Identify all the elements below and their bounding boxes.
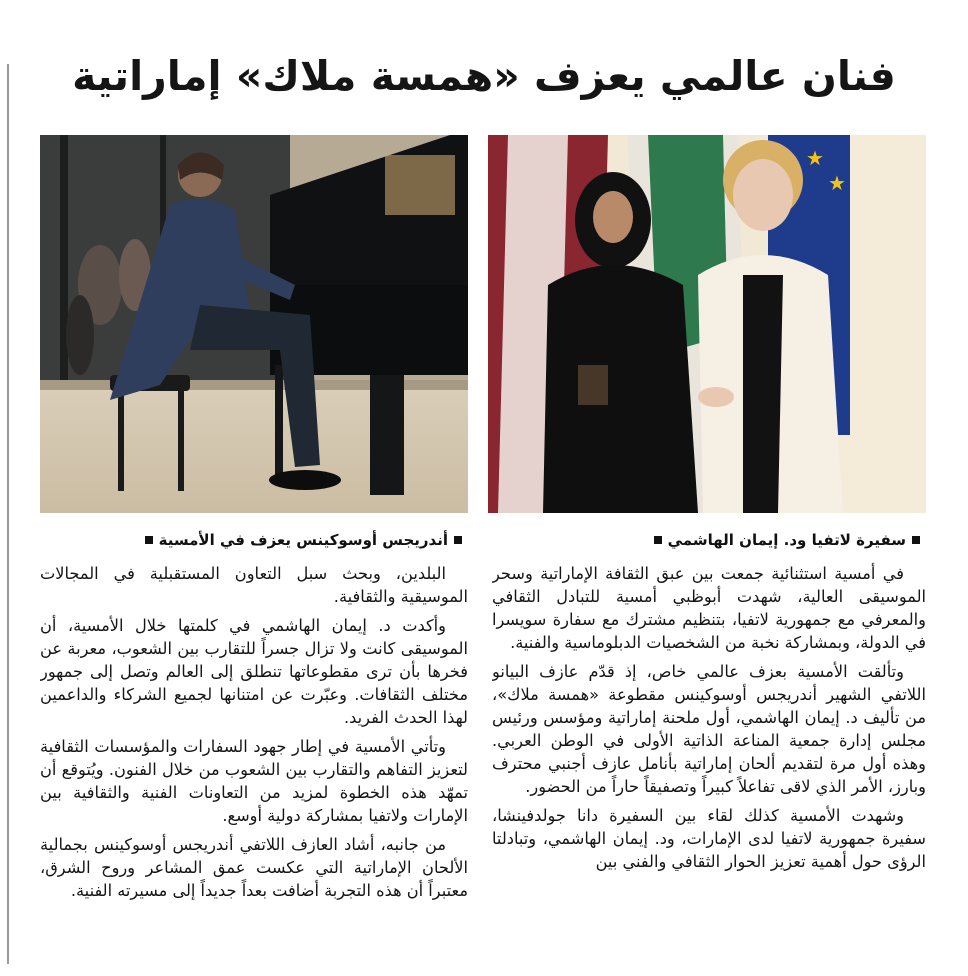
article-column-right (492, 562, 926, 972)
article-paragraph: من جانبه، أشاد العازف اللاتفي أندريجس أوسوكينس بجمالية الألحان الإماراتية التي عكست عمق المشاعر وروح الشرق، معتبراً أن هذه التجربة أضافت بعداً جديداً إلى مسيرته الفنية. (40, 835, 468, 900)
pianist-photo (40, 135, 468, 513)
article-paragraph: وشهدت الأمسية كذلك لقاء بين السفيرة دانا جولدفينشا، سفيرة جمهورية لاتفيا لدى الإمارات، ود. إيمان الهاشمي، وتبادلتا الرؤى حول أهمية تعزيز الحوار الثقافي والفني بين (492, 806, 926, 871)
caption-bullet-icon (912, 536, 920, 544)
caption-right-text: سفيرة لاتفيا ود. إيمان الهاشمي (667, 531, 906, 549)
article-paragraph: وتألقت الأمسية بعزف عالمي خاص، إذ قدّم عازف البيانو اللاتفي الشهير أندريجس أوسوكينس مقطوعة «همسة ملاك»، من تأليف د. إيمان الهاشمي، أول ملحنة إماراتية ومؤسس ورئيس مجلس إدارة جمعية المناعة الذاتية الأولى في الوطن العربي. وهذه أول مرة لتقديم ألحان إماراتية بأنامل عازف أجنبي محترف وبارز، الأمر الذي لاقى تفاعلاً كبيراً وتصفيقاً حاراً من الحضور. (492, 662, 926, 796)
caption-bullet-icon (654, 536, 662, 544)
svg-text:★: ★ (806, 146, 824, 170)
article-column-left (40, 562, 468, 972)
caption-bullet-icon (454, 536, 462, 544)
photo-caption-right (488, 527, 926, 553)
article-paragraph: وأكدت د. إيمان الهاشمي في كلمتها خلال الأمسية، أن الموسيقى كانت ولا تزال جسراً للتقارب بين الشعوب، معربة عن فخرها بأن ترى مقطوعاتها تنطلق إلى العالم وتصل إلى جمهور مختلف الثقافات. وعبّرت عن امتنانها لجميع الشركاء والداعمين لهذا الحدث الفريد. (40, 616, 468, 727)
svg-text:★: ★ (828, 171, 846, 195)
article-paragraph: البلدين، وبحث سبل التعاون المستقبلية في المجالات الموسيقية والثقافية. (40, 564, 468, 606)
page-margin-rule (7, 64, 9, 964)
article-headline: فنان عالمي يعزف «همسة ملاك» إماراتية (72, 52, 896, 100)
photo-caption-left (40, 527, 468, 553)
caption-bullet-icon (145, 536, 153, 544)
pianist-photo-illustration (40, 135, 468, 513)
article-paragraph: في أمسية استثنائية جمعت بين عبق الثقافة الإماراتية وسحر الموسيقى العالية، شهدت أبوظبي أمسية للتبادل الثقافي والمعرفي مع جمهورية لاتفيا، بتنظيم مشترك مع سفارة سويسرا في الدولة، وبمشاركة نخبة من الشخصيات الدبلوماسية والفنية. (492, 564, 926, 652)
caption-left-text: أندريجس أوسوكينس يعزف في الأمسية (158, 531, 448, 549)
ambassador-photo-illustration (488, 135, 926, 513)
ambassador-photo (488, 135, 926, 513)
article-paragraph: وتأتي الأمسية في إطار جهود السفارات والمؤسسات الثقافية لتعزيز التفاهم والتقارب بين الشعوب من خلال الفنون. ويُتوقع أن تمهّد هذه الخطوة لمزيد من التعاونات الفنية والثقافية بين الإمارات ولاتفيا بمشاركة دولية أوسع. (40, 737, 468, 825)
